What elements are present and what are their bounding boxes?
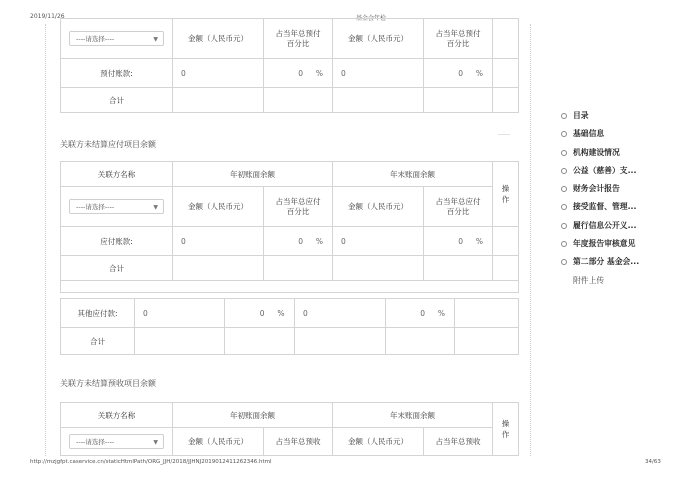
advance-party-select[interactable]: ----请选择---- ▼ <box>69 434 164 449</box>
prepay-end-pct-header: 占当年总预付 百分比 <box>424 19 493 59</box>
advance-party-cell <box>61 428 173 456</box>
prepay-start-pct-header: 占当年总预付 百分比 <box>264 19 333 59</box>
advance-op-header: 操作 <box>493 403 519 456</box>
prepay-end-amount-input[interactable]: 0 <box>333 59 424 88</box>
prepay-start-amount-header: 金额（人民币元） <box>173 19 264 59</box>
prepay-total-start-pct <box>264 88 333 113</box>
side-navigation <box>561 107 671 290</box>
payable-start-pct-header: 占当年总应付 百分比 <box>264 187 333 227</box>
print-page-number: 34/63 <box>645 459 661 465</box>
payable-total-start-pct <box>264 256 333 281</box>
prepay-row-label: 预付账款: <box>61 59 173 88</box>
prepay-party-cell <box>61 19 173 59</box>
print-title: 基金会年检 <box>356 15 387 22</box>
advance-end-pct-header: 占当年总预收 <box>424 428 493 456</box>
prepay-total-end-pct <box>424 88 493 113</box>
other-payable-start-amount-input[interactable]: 0 <box>135 299 225 328</box>
prepay-total-start-amount <box>173 88 264 113</box>
advance-end-header: 年末账面余额 <box>333 403 493 428</box>
payable-end-amount-input[interactable]: 0 <box>333 227 424 256</box>
nav-item-basic-info[interactable]: 基础信息 <box>561 125 671 143</box>
nav-item-contents[interactable]: 目录 <box>561 107 671 125</box>
prepay-total-end-amount <box>333 88 424 113</box>
bullet-icon <box>561 150 567 156</box>
bullet-icon <box>561 223 567 229</box>
payable-total-end-amount <box>333 256 424 281</box>
payable-spacer-row <box>61 281 519 293</box>
prepay-start-amount-input[interactable]: 0 <box>173 59 264 88</box>
chevron-down-icon: ▼ <box>153 36 158 43</box>
payable-row-op <box>493 227 519 256</box>
nav-item-attachment-upload[interactable]: 附件上传 <box>573 275 605 285</box>
prepay-row-op <box>493 59 519 88</box>
other-payable-end-pct-input[interactable]: 0 % <box>386 299 455 328</box>
nav-item-org-building[interactable]: 机构建设情况 <box>561 144 671 162</box>
prepay-start-pct-input[interactable]: 0 % <box>264 59 333 88</box>
prepay-table <box>60 18 519 113</box>
payable-end-pct-header: 占当年总应付 百分比 <box>424 187 493 227</box>
other-payable-total-end-pct <box>386 328 455 355</box>
other-payable-table <box>60 298 519 355</box>
advance-start-pct-header: 占当年总预收 <box>264 428 333 456</box>
payable-section-title: 关联方未结算应付项目余额 <box>60 140 156 149</box>
payable-start-pct-input[interactable]: 0 % <box>264 227 333 256</box>
other-payable-total-start-pct <box>225 328 295 355</box>
other-payable-total-end-amount <box>295 328 386 355</box>
bullet-icon <box>561 168 567 174</box>
other-payable-total-extra <box>455 328 519 355</box>
prepay-op-cell <box>493 19 519 59</box>
prepay-party-select[interactable]: ----请选择---- ▼ <box>69 31 164 46</box>
other-payable-total-start-amount <box>135 328 225 355</box>
chevron-down-icon: ▼ <box>153 204 158 211</box>
advance-table <box>60 402 519 456</box>
prepay-end-pct-input[interactable]: 0 % <box>424 59 493 88</box>
bullet-icon <box>561 259 567 265</box>
other-payable-label: 其他应付款: <box>61 299 135 328</box>
payable-total-start-amount <box>173 256 264 281</box>
print-date: 2019/11/26 <box>30 13 65 20</box>
other-payable-extra <box>455 299 519 328</box>
other-payable-start-pct-input[interactable]: 0 % <box>225 299 295 328</box>
payable-op-header: 操作 <box>493 162 519 227</box>
divider <box>498 134 510 135</box>
payable-total-op <box>493 256 519 281</box>
prepay-total-op <box>493 88 519 113</box>
nav-item-disclosure[interactable]: 履行信息公开义... <box>561 217 671 235</box>
bullet-icon <box>561 113 567 119</box>
chevron-down-icon: ▼ <box>153 439 158 446</box>
payable-start-amount-input[interactable]: 0 <box>173 227 264 256</box>
advance-start-amount-header: 金额（人民币元） <box>173 428 264 456</box>
payable-total-end-pct <box>424 256 493 281</box>
advance-start-header: 年初账面余额 <box>173 403 333 428</box>
print-url: http://mzjgfpt.caservice.cn/staticHtmlPath/ORG_JJH/2018/JJHNJ2019012411262346.html <box>30 459 272 465</box>
prepay-end-amount-header: 金额（人民币元） <box>333 19 424 59</box>
payable-party-header: 关联方名称 <box>61 162 173 187</box>
payable-party-select[interactable]: ----请选择---- ▼ <box>69 199 164 214</box>
payable-row-label: 应付账款: <box>61 227 173 256</box>
nav-item-charity-expense[interactable]: 公益（慈善）支... <box>561 162 671 180</box>
nav-item-financial-report[interactable]: 财务会计报告 <box>561 180 671 198</box>
payable-table <box>60 161 519 293</box>
payable-party-cell <box>61 187 173 227</box>
payable-start-header: 年初账面余额 <box>173 162 333 187</box>
advance-end-amount-header: 金额（人民币元） <box>333 428 424 456</box>
payable-start-amount-header: 金额（人民币元） <box>173 187 264 227</box>
bullet-icon <box>561 241 567 247</box>
nav-item-supervision[interactable]: 接受监督、管理... <box>561 198 671 216</box>
advance-section-title: 关联方未结算预收项目余额 <box>60 379 156 388</box>
bullet-icon <box>561 131 567 137</box>
bullet-icon <box>561 204 567 210</box>
payable-end-pct-input[interactable]: 0 % <box>424 227 493 256</box>
nav-item-audit-opinion[interactable]: 年度报告审核意见 <box>561 235 671 253</box>
payable-total-label: 合计 <box>61 256 173 281</box>
nav-item-part-two[interactable]: 第二部分 基金会... <box>561 253 671 271</box>
bullet-icon <box>561 186 567 192</box>
other-payable-end-amount-input[interactable]: 0 <box>295 299 386 328</box>
payable-end-amount-header: 金额（人民币元） <box>333 187 424 227</box>
advance-party-header: 关联方名称 <box>61 403 173 428</box>
prepay-total-label: 合计 <box>61 88 173 113</box>
other-payable-total-label: 合计 <box>61 328 135 355</box>
payable-end-header: 年末账面余额 <box>333 162 493 187</box>
